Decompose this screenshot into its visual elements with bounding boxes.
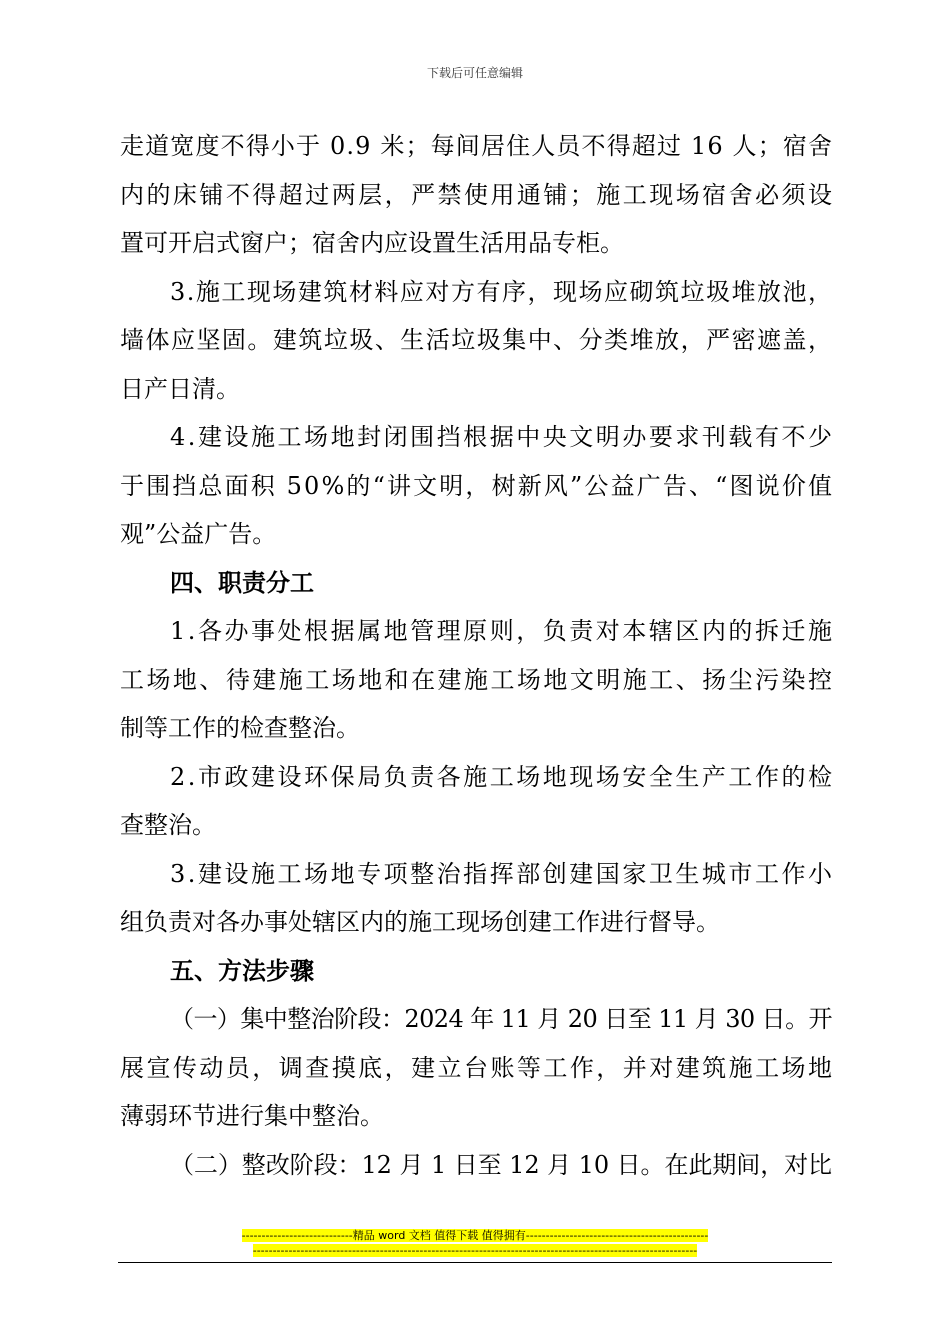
text-line: 置可开启式窗户；宿舍内应设置生活用品专柜。 [120,229,624,257]
footer-banner-line-2 [0,1244,950,1257]
text-line: 查整治。 [120,811,216,839]
page-header: 下载后可任意编辑 [426,66,523,80]
text-line: 1.各办事处根据属地管理原则，负责对本辖区内的拆迁施 [170,617,835,645]
text-line: 3.建设施工场地专项整治指挥部创建国家卫生城市工作小 [170,859,835,888]
text-line: 制等工作的检查整治。 [120,714,360,742]
footer-banner-text-2: ---------------------------------------------------------------------------------------------------------------- [252,1244,698,1257]
section-heading: 五、方法步骤 [170,956,314,985]
text-line: 内的床铺不得超过两层，严禁使用通铺；施工现场宿舍必须设 [120,180,835,209]
text-line: 3.施工现场建筑材料应对方有序，现场应砌筑垃圾堆放池， [170,277,834,306]
text-line: （二）整改阶段：12 月 1 日至 12 月 10 日。在此期间，对比 [170,1150,832,1179]
text-line: 工场地、待建施工场地和在建施工场地文明施工、扬尘污染控 [120,665,835,694]
text-line: 于围挡总面积 50%的“讲文明，树新风”公益广告、“图说价值 [120,471,835,500]
footer-banner-text-1: ----------------------------精品 word 文档 值得下载 值得拥有---------------------------------------------- [241,1229,709,1242]
text-line: 展宣传动员，调查摸底，建立台账等工作，并对建筑施工场地 [120,1053,835,1082]
text-line: 观”公益广告。 [120,520,277,548]
text-line: 日产日清。 [120,374,240,403]
text-line: （一）集中整治阶段：2024 年 11 月 20 日至 11 月 30 日。开 [170,1005,832,1033]
footer-banner-line-1 [0,1229,950,1242]
text-line: 组负责对各办事处辖区内的施工现场创建工作进行督导。 [120,908,720,936]
text-line: 薄弱环节进行集中整治。 [120,1102,384,1130]
text-line: 走道宽度不得小于 0.9 米；每间居住人员不得超过 16 人；宿舍 [120,132,834,160]
text-line: 4.建设施工场地封闭围挡根据中央文明办要求刊载有不少 [170,423,835,451]
text-line: 墙体应坚固。建筑垃圾、生活垃圾集中、分类堆放，严密遮盖， [120,326,834,354]
document-body [120,122,835,1189]
section-heading: 四、职责分工 [170,568,314,597]
text-line: 2.市政建设环保局负责各施工场地现场安全生产工作的检 [170,762,835,791]
footer-rule [118,1262,832,1263]
